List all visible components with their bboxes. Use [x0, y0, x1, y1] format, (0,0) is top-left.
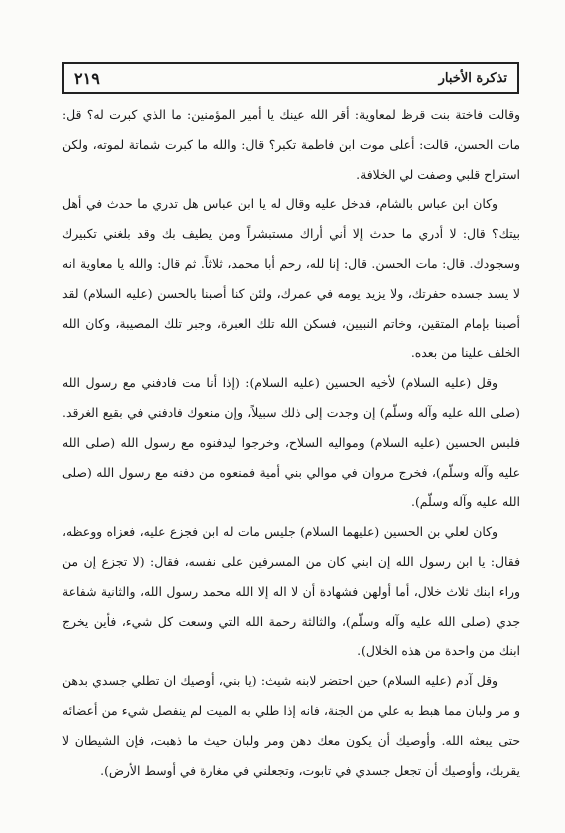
paragraph: وقل (عليه السلام) لأخيه الحسين (عليه السلام): (إذا أنا مت فادفني مع رسول الله (صلى الله عليه وآله وسلّم) إن وجدت إلى ذلك سبيلاً، وإن منعوك فادفني في بقيع الغرقد. فلبس الحسين (عليه السلام) ومواليه السلاح، وخرجوا ليدفنوه مع رسول الله (صلى الله عليه وآله وسلّم)، فخرج مروان في موالي بني أمية فمنعوه من دفنه مع رسول الله (صلى الله عليه وآله وسلّم). — [62, 375, 520, 510]
paragraph: وكان لعلي بن الحسين (عليهما السلام) جليس مات له ابن فجزع عليه، فعزاه ووعظه، فقال: يا ابن رسول الله إن ابني كان من المسرفين على نفسه، فقال: (لا تجزع إن من وراء ابنك ثلاث خلال، أما أولهن فشهادة أن لا اله إلا الله محمد رسول الله، والثانية شفاعة جدي (صلى الله عليه وآله وسلّم)، والثالثة رحمة الله التي وسعت كل شيء، فأين يخرج ابنك من واحدة من هذه الخلال). — [62, 524, 520, 659]
paragraph: وكان ابن عباس بالشام، فدخل عليه وقال له يا ابن عباس هل تدري ما حدث في أهل بيتك؟ قال: لا أدري ما حدث إلا أني أراك مستبشراً ومن يطيف بك وقد بلغني تكبيرك وسجودك. قال: مات الحسن. قال: إنا لله، رحم أبا محمد، ثلاثاً. ثم قال: والله يا معاوية انه لا يسد جسده حفرتك، ولا يزيد يومه في عمرك، ولئن كنا أصبنا بالحسن (عليه السلام) لقد أصبنا بإمام المتقين، وخاتم النبيين، فسكن الله تلك العبرة، وجبر تلك المصيبة، وكان الله الخلف علينا من بعده. — [62, 196, 520, 361]
running-title: تذكرة الأخبار — [438, 70, 507, 86]
page-body — [62, 100, 520, 785]
page-number: ٢١٩ — [74, 68, 100, 88]
paragraph: وقالت فاختة بنت قرظ لمعاوية: أقر الله عينك يا أمير المؤمنين: ما الذي كبرت له؟ قل: مات الحسن، قالت: أعلى موت ابن فاطمة تكبر؟ قال: والله ما كبرت شماتة لموته، ولكن استراح قلبي وصفت لي الخلافة. — [62, 107, 520, 182]
paragraph: وقل آدم (عليه السلام) حين احتضر لابنه شيث: (يا بني، أوصيك ان تطلي جسدي بدهن و مر ولبان مما هبط به علي من الجنة، فانه إذا طلي به الميت لم ينفصل شيء من أعضائه حتى يبعثه الله. وأوصيك أن يكون معك دهن ومر ولبان حيث ما ذهبت، فإن الشيطان لا يقربك، وأوصيك أن تجعل جسدي في تابوت، وتجعلني في مغارة في أوسط الأرض). — [62, 673, 520, 778]
page-header — [62, 62, 519, 94]
